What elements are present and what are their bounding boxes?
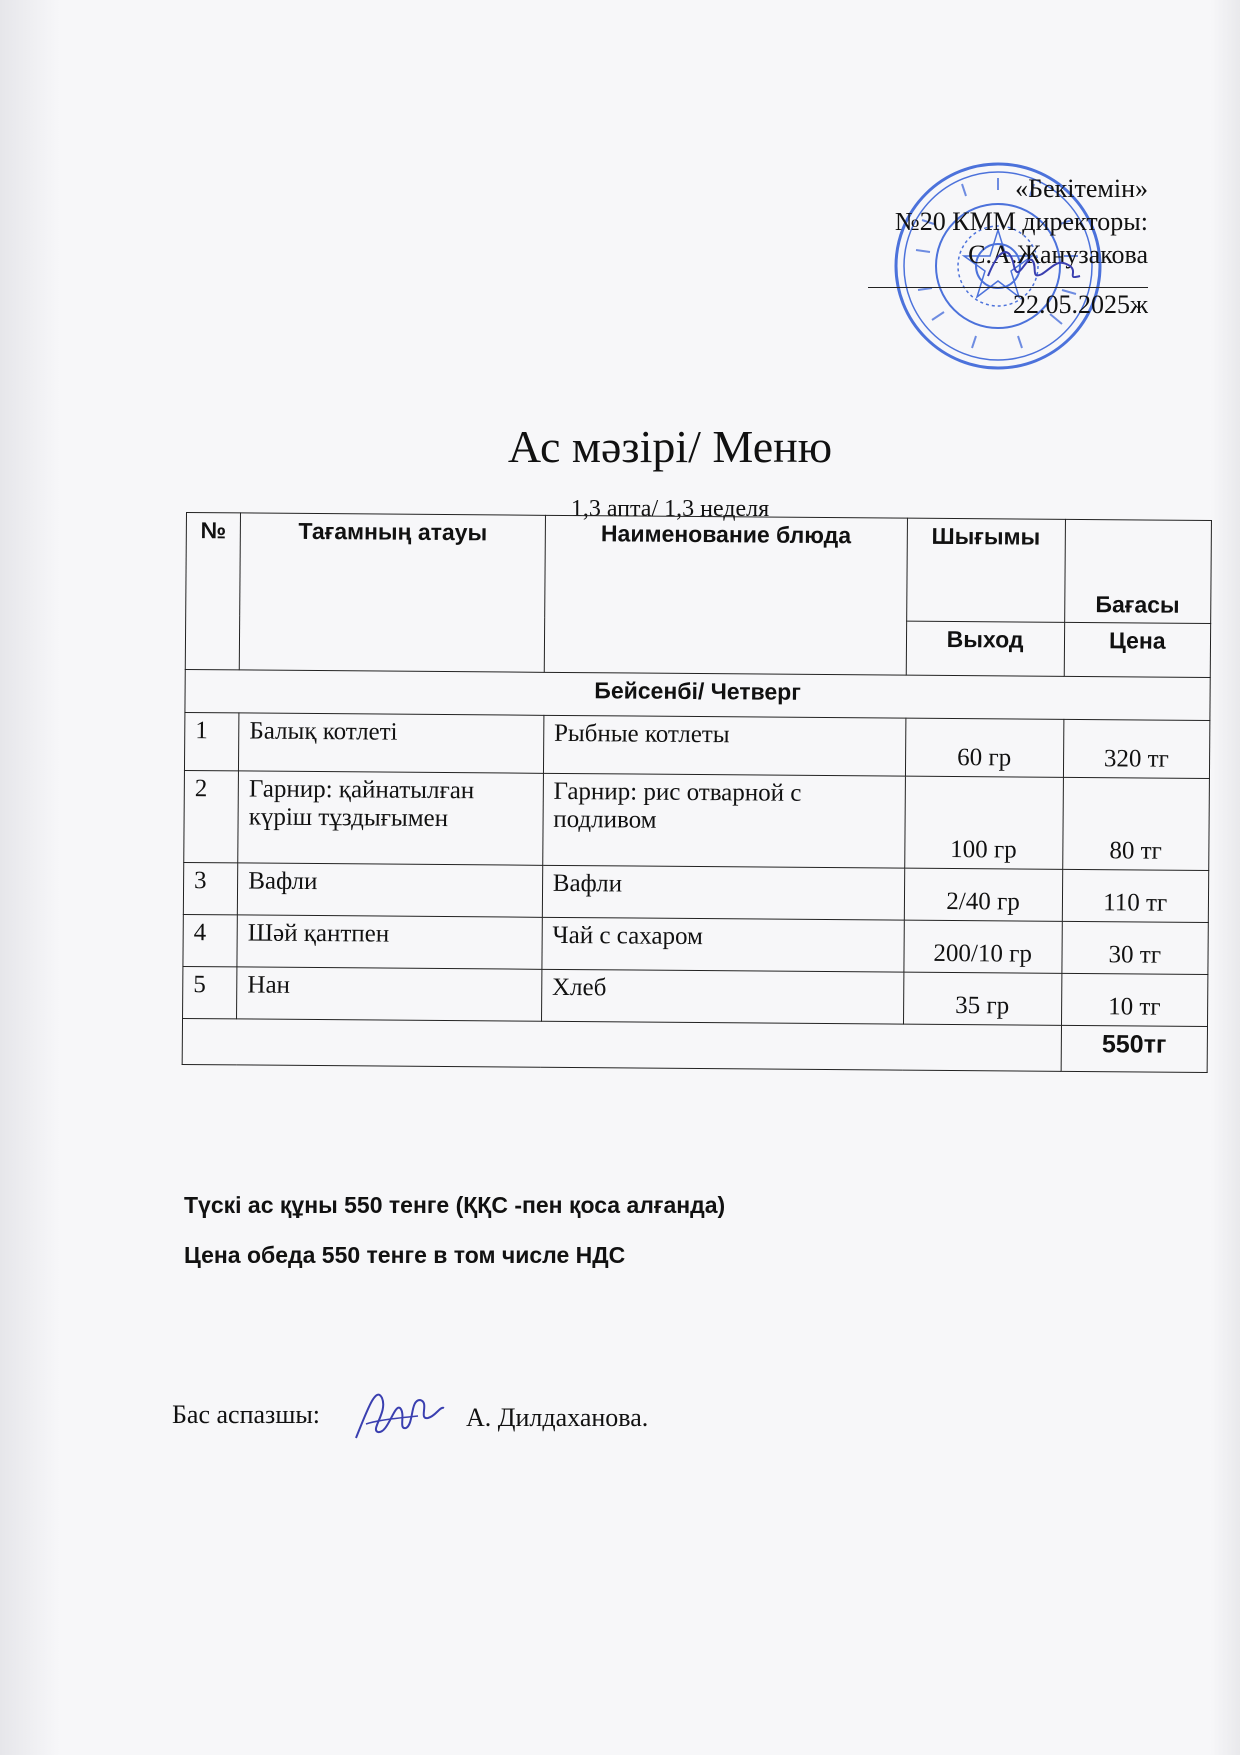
row-name-kz: Гарнир: қайнатылған күріш тұздығымен: [238, 771, 543, 865]
col-header-price-ru: Цена: [1064, 622, 1211, 677]
col-header-output-ru: Выход: [906, 621, 1064, 677]
row-output: 2/40 гр: [904, 868, 1062, 921]
row-price: 320 тг: [1063, 719, 1210, 778]
row-num: 1: [184, 712, 239, 770]
table-row: [183, 914, 1208, 974]
total-value: 550тг: [1061, 1025, 1208, 1072]
scan-edge-shadow: [0, 0, 60, 1755]
total-empty-cell: [182, 1018, 1061, 1071]
scan-edge-shadow-right: [1210, 0, 1240, 1755]
price-note-kz: Түскі ас құны 550 тенге (ҚҚС -пен қоса алғанда): [184, 1192, 726, 1218]
row-price: 30 тг: [1061, 921, 1208, 974]
row-price: 110 тг: [1062, 869, 1209, 922]
table-row: [183, 862, 1208, 922]
row-name-ru: Чай с сахаром: [542, 917, 904, 972]
price-note-ru: Цена обеда 550 тенге в том числе НДС: [184, 1242, 626, 1268]
row-name-ru: Рыбные котлеты: [543, 715, 905, 776]
row-price: 80 тг: [1062, 777, 1209, 870]
approval-position: №20 КММ директоры:: [894, 207, 1148, 236]
day-label: Бейсенбі/ Четверг: [185, 669, 1210, 720]
row-output: 200/10 гр: [904, 920, 1062, 973]
director-signature: [980, 236, 1090, 296]
table-row: [183, 966, 1208, 1026]
approval-heading: «Бекітемін»: [1015, 174, 1148, 203]
approval-director-name: С.А.Жанузакова: [968, 240, 1148, 269]
table-header-row: [186, 513, 1212, 624]
total-row: [182, 1018, 1207, 1072]
row-output: 60 гр: [905, 718, 1063, 777]
row-name-kz: Вафли: [237, 863, 542, 917]
menu-table: [182, 512, 1212, 1073]
col-header-output-kz: Шығымы: [906, 518, 1065, 622]
row-name-ru: Хлеб: [541, 969, 903, 1024]
row-name-kz: Балық котлеті: [239, 713, 544, 773]
row-num: 3: [183, 862, 238, 914]
table-row: [184, 770, 1210, 870]
row-num: 4: [183, 914, 238, 966]
col-header-price-kz: Бағасы: [1064, 519, 1211, 623]
chef-label: Бас аспазшы:: [172, 1400, 321, 1429]
chef-name: А. Дилдаханова.: [466, 1403, 649, 1432]
page-title: Ас мәзірі/ Меню: [507, 421, 833, 472]
row-num: 2: [184, 770, 239, 862]
chef-signature: [348, 1378, 448, 1450]
row-output: 100 гр: [904, 776, 1063, 869]
row-name-ru: Гарнир: рис отварной с подливом: [542, 773, 905, 868]
approval-date: 22.05.2025ж: [1013, 290, 1148, 319]
table-row: [184, 712, 1209, 778]
row-name-ru: Вафли: [542, 865, 904, 920]
col-header-name-ru: Наименование блюда: [544, 515, 907, 675]
row-name-kz: Шәй қантпен: [237, 915, 542, 969]
row-output: 35 гр: [903, 972, 1061, 1025]
col-header-num: №: [185, 513, 240, 670]
row-num: 5: [183, 966, 238, 1018]
col-header-name-kz: Тағамның атауы: [239, 513, 545, 672]
row-name-kz: Нан: [237, 967, 542, 1021]
page-subtitle: 1,3 апта/ 1,3 неделя: [570, 496, 770, 522]
row-price: 10 тг: [1061, 973, 1208, 1026]
